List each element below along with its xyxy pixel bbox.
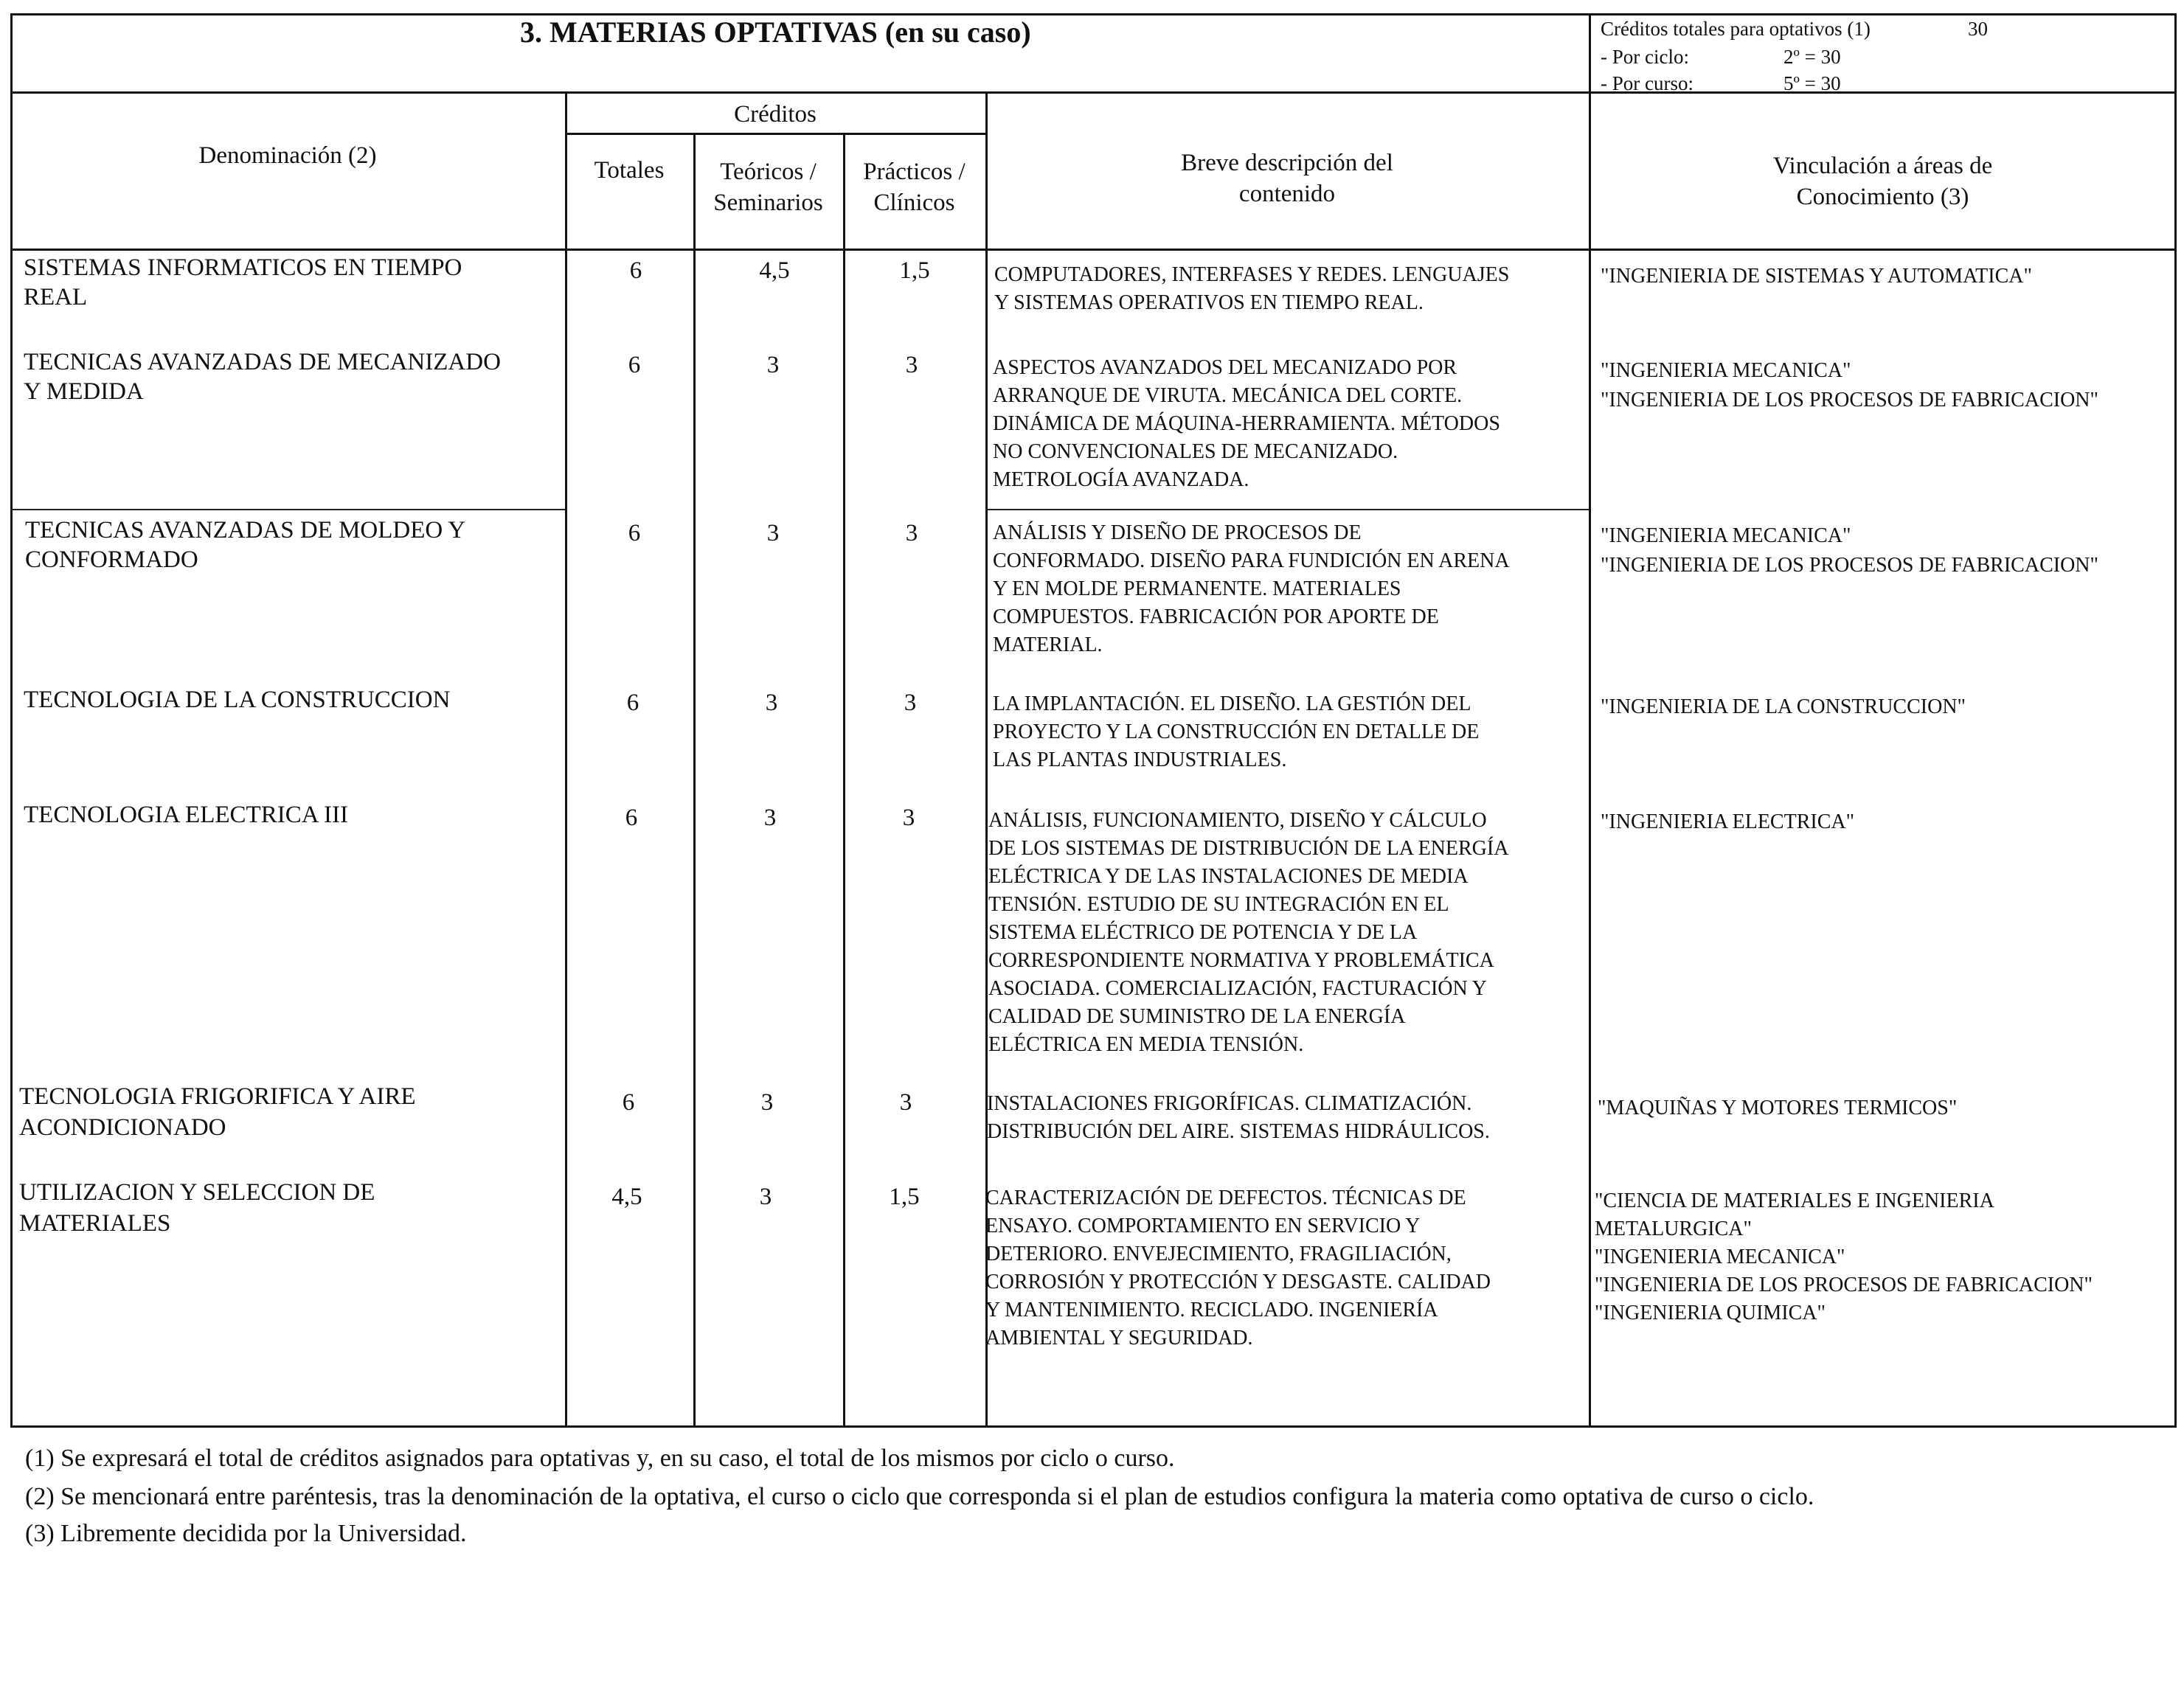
row-area-line: "CIENCIA DE MATERIALES E INGENIERIA	[1595, 1189, 1994, 1212]
row-desc-line: ARRANQUE DE VIRUTA. MECÁNICA DEL CORTE.	[993, 384, 1463, 407]
row-totales: 6	[628, 352, 641, 378]
row-area-line: "INGENIERIA MECANICA"	[1601, 359, 1851, 382]
row-totales: 6	[628, 520, 641, 546]
row-name-line: Y MEDIDA	[24, 378, 144, 405]
row-desc-line: CONFORMADO. DISEÑO PARA FUNDICIÓN EN ARENA	[993, 549, 1510, 572]
row-teoricos: 4,5	[759, 257, 790, 284]
row-desc-line: MATERIAL.	[993, 633, 1103, 656]
row-area-line: "INGENIERIA DE LOS PROCESOS DE FABRICACION"	[1601, 389, 2098, 411]
row-desc-line: ASPECTOS AVANZADOS DEL MECANIZADO POR	[993, 356, 1457, 379]
row-practicos: 3	[905, 520, 918, 546]
row-totales: 6	[625, 805, 638, 831]
row-teoricos: 3	[765, 690, 778, 716]
row-desc-line: DE LOS SISTEMAS DE DISTRIBUCIÓN DE LA ENERGÍA	[988, 837, 1509, 860]
row-teoricos: 3	[766, 352, 780, 378]
header-totales: Totales	[594, 157, 665, 184]
row-totales: 6	[626, 690, 639, 716]
row-area-line: METALURGICA"	[1595, 1218, 1752, 1240]
row-desc-line: CARACTERIZACIÓN DE DEFECTOS. TÉCNICAS DE	[985, 1187, 1466, 1209]
credits-box-left-rule	[1589, 13, 1591, 1428]
header-vinculacion-line2: Conocimiento (3)	[1796, 184, 1969, 210]
row-name-line: TECNICAS AVANZADAS DE MECANIZADO	[24, 349, 501, 375]
row-name-line: ACONDICIONADO	[19, 1114, 226, 1141]
row-name-line: SISTEMAS INFORMATICOS EN TIEMPO	[24, 254, 462, 281]
title-row-bottom-rule	[10, 91, 2177, 94]
row-area-line: "INGENIERIA DE LOS PROCESOS DE FABRICACION"	[1595, 1274, 2093, 1296]
row-area-line: "INGENIERIA QUIMICA"	[1595, 1302, 1826, 1324]
row-desc-line: CALIDAD DE SUMINISTRO DE LA ENERGÍA	[988, 1005, 1406, 1028]
row-desc-line: SISTEMA ELÉCTRICO DE POTENCIA Y DE LA	[988, 921, 1418, 944]
row-name-line: MATERIALES	[19, 1210, 171, 1237]
page-title: 3. MATERIAS OPTATIVAS (en su caso)	[520, 15, 1031, 49]
row-desc-line: COMPUTADORES, INTERFASES Y REDES. LENGUAJES	[994, 263, 1510, 286]
row-teoricos: 3	[763, 805, 777, 831]
row-teoricos: 3	[759, 1184, 772, 1210]
row-desc-line: ANÁLISIS Y DISEÑO DE PROCESOS DE	[993, 521, 1362, 544]
row-practicos: 3	[904, 690, 917, 716]
row-desc-line: CORROSIÓN Y PROTECCIÓN Y DESGASTE. CALIDAD	[985, 1271, 1491, 1293]
row-totales: 6	[622, 1089, 635, 1116]
row-separator	[985, 509, 1589, 510]
row-desc-line: ANÁLISIS, FUNCIONAMIENTO, DISEÑO Y CÁLCULO	[988, 809, 1487, 832]
row-desc-line: Y EN MOLDE PERMANENTE. MATERIALES	[993, 577, 1401, 600]
credits-total-label: Créditos totales para optativos (1)	[1601, 18, 1871, 40]
row-area-line: "INGENIERIA MECANICA"	[1601, 524, 1851, 547]
row-desc-line: LA IMPLANTACIÓN. EL DISEÑO. LA GESTIÓN DEL	[993, 692, 1471, 715]
header-descripcion-line1: Breve descripción del	[1181, 150, 1393, 176]
row-area-line: "MAQUIÑAS Y MOTORES TERMICOS"	[1598, 1097, 1958, 1119]
row-practicos: 1,5	[899, 257, 930, 284]
credits-curso-label: - Por curso:	[1601, 72, 1694, 94]
row-desc-line: COMPUESTOS. FABRICACIÓN POR APORTE DE	[993, 605, 1439, 628]
row-desc-line: ENSAYO. COMPORTAMIENTO EN SERVICIO Y	[985, 1215, 1421, 1237]
header-row-bottom-rule	[10, 249, 2177, 251]
header-vinculacion-line1: Vinculación a áreas de	[1772, 153, 1993, 179]
row-desc-line: PROYECTO Y LA CONSTRUCCIÓN EN DETALLE DE	[993, 720, 1480, 743]
row-name-line: REAL	[24, 284, 88, 310]
row-practicos: 3	[902, 805, 915, 831]
row-desc-line: AMBIENTAL Y SEGURIDAD.	[985, 1327, 1253, 1350]
header-practicos-line1: Prácticos /	[863, 159, 966, 185]
row-desc-line: TENSIÓN. ESTUDIO DE SU INTEGRACIÓN EN EL	[988, 893, 1449, 916]
credits-total-value: 30	[1968, 18, 1988, 40]
row-area-line: "INGENIERIA DE SISTEMAS Y AUTOMATICA"	[1601, 265, 2032, 288]
row-totales: 6	[629, 257, 642, 284]
creditos-group-rule	[565, 133, 985, 135]
row-desc-line: DISTRIBUCIÓN DEL AIRE. SISTEMAS HIDRÁULICOS.	[987, 1120, 1490, 1143]
row-practicos: 1,5	[889, 1184, 920, 1210]
credits-ciclo-label: - Por ciclo:	[1601, 46, 1689, 68]
row-totales: 4,5	[611, 1184, 642, 1210]
header-denominacion: Denominación (2)	[198, 142, 377, 169]
row-area-line: "INGENIERIA DE LOS PROCESOS DE FABRICACION"	[1601, 554, 2098, 577]
header-descripcion-line2: contenido	[1238, 181, 1336, 207]
header-teoricos-line2: Seminarios	[713, 190, 823, 216]
footnote-1: (1) Se expresará el total de créditos asignados para optativas y, en su caso, el total de los mismos por ciclo o curso.	[25, 1445, 1175, 1472]
row-practicos: 3	[905, 352, 918, 378]
header-teoricos-line1: Teóricos /	[720, 159, 817, 185]
row-desc-line: Y SISTEMAS OPERATIVOS EN TIEMPO REAL.	[994, 291, 1424, 314]
row-desc-line: ASOCIADA. COMERCIALIZACIÓN, FACTURACIÓN Y	[988, 977, 1487, 1000]
row-area-line: "INGENIERIA MECANICA"	[1595, 1246, 1845, 1268]
row-area-line: "INGENIERIA DE LA CONSTRUCCION"	[1601, 695, 1966, 718]
col-rule-practicos	[843, 133, 845, 1428]
row-desc-line: DETERIORO. ENVEJECIMIENTO, FRAGILIACIÓN,	[985, 1243, 1452, 1265]
row-practicos: 3	[899, 1089, 912, 1116]
row-name-line: TECNICAS AVANZADAS DE MOLDEO Y	[25, 517, 466, 543]
row-desc-line: INSTALACIONES FRIGORÍFICAS. CLIMATIZACIÓN.	[987, 1092, 1472, 1115]
row-desc-line: NO CONVENCIONALES DE MECANIZADO.	[993, 440, 1398, 463]
footnote-3: (3) Libremente decidida por la Universidad.	[25, 1520, 467, 1547]
footnote-2: (2) Se mencionará entre paréntesis, tras la denominación de la optativa, el curso o ciclo que corresponda si el plan de estudios configura la materia como optativa de curso o ciclo.	[25, 1483, 1814, 1510]
row-desc-line: METROLOGÍA AVANZADA.	[993, 468, 1249, 491]
row-name-line: CONFORMADO	[25, 546, 198, 573]
row-desc-line: DINÁMICA DE MÁQUINA-HERRAMIENTA. MÉTODOS	[993, 412, 1500, 435]
header-practicos-line2: Clínicos	[873, 190, 955, 216]
row-teoricos: 3	[760, 1089, 774, 1116]
row-desc-line: Y MANTENIMIENTO. RECICLADO. INGENIERÍA	[985, 1299, 1438, 1321]
credits-curso-value: 5º = 30	[1783, 72, 1841, 94]
row-name-line: UTILIZACION Y SELECCION DE	[19, 1179, 375, 1206]
header-creditos: Créditos	[734, 101, 817, 128]
row-separator	[10, 509, 565, 510]
row-desc-line: CORRESPONDIENTE NORMATIVA Y PROBLEMÁTICA	[988, 949, 1494, 972]
credits-ciclo-value: 2º = 30	[1783, 46, 1841, 68]
col-rule-totales	[565, 91, 567, 1428]
row-area-line: "INGENIERIA ELECTRICA"	[1601, 810, 1855, 833]
col-rule-teoricos	[693, 133, 696, 1428]
row-desc-line: LAS PLANTAS INDUSTRIALES.	[993, 748, 1287, 771]
row-name-line: TECNOLOGIA ELECTRICA III	[24, 802, 348, 828]
row-name-line: TECNOLOGIA DE LA CONSTRUCCION	[24, 687, 451, 713]
row-desc-line: ELÉCTRICA Y DE LAS INSTALACIONES DE MEDIA	[988, 865, 1469, 888]
row-teoricos: 3	[766, 520, 780, 546]
row-name-line: TECNOLOGIA FRIGORIFICA Y AIRE	[19, 1083, 416, 1110]
row-desc-line: ELÉCTRICA EN MEDIA TENSIÓN.	[988, 1033, 1304, 1056]
